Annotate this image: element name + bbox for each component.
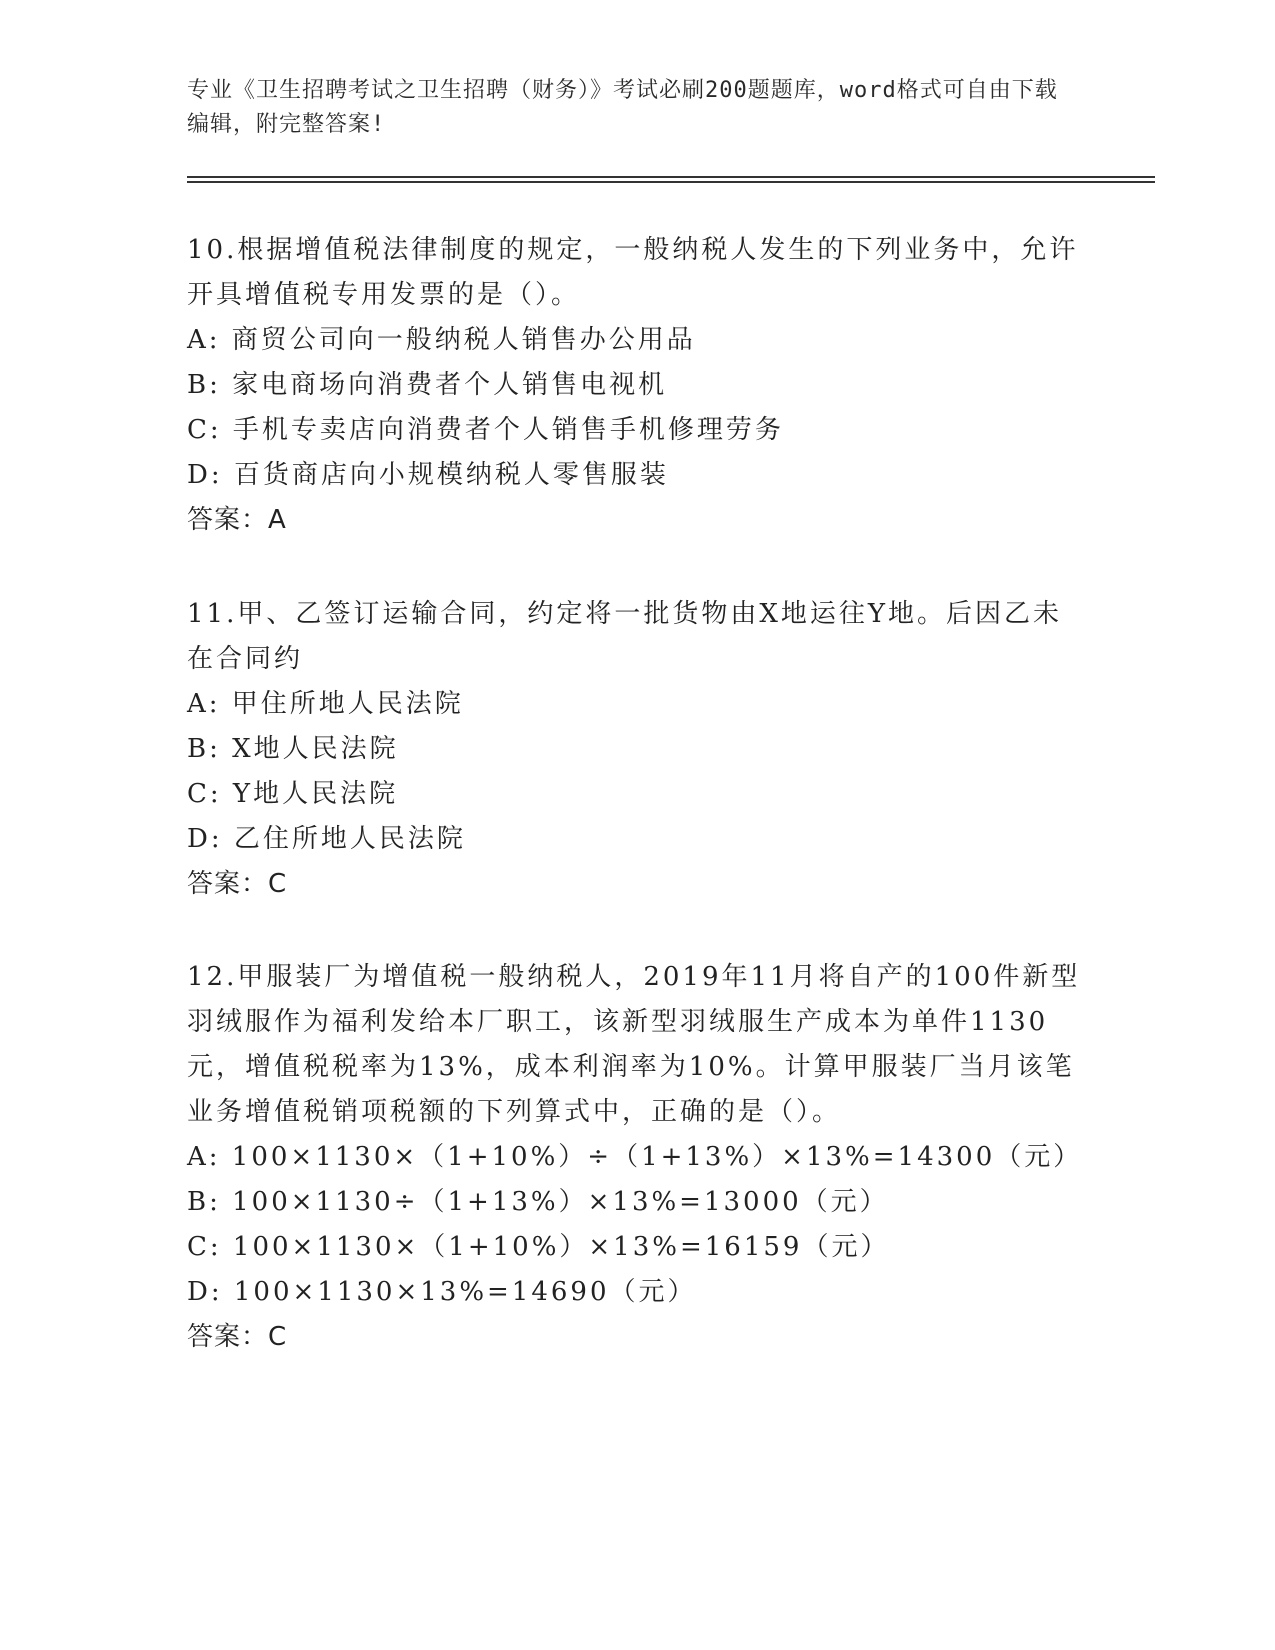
answer: 答案：C <box>187 1322 288 1352</box>
option-a: A: 100×1130×（1+10%）÷（1+13%）×13%=14300（元） <box>187 1142 1083 1172</box>
answer: 答案：A <box>187 505 287 535</box>
option-d: D: 百货商店向小规模纳税人零售服装 <box>187 460 669 490</box>
header-text: 专业《卫生招聘考试之卫生招聘（财务）》考试必刷200题题库，word格式可自由下载编辑，附完整答案! <box>187 78 1058 137</box>
option-d: D: 100×1130×13%=14690（元） <box>187 1277 697 1307</box>
header-divider-bottom <box>187 181 1155 183</box>
question-10 <box>187 228 1087 543</box>
answer: 答案：C <box>187 869 288 899</box>
question-text: 11.甲、乙签订运输合同，约定将一批货物由X地运往Y地。后因乙未在合同约 <box>187 599 1063 674</box>
header-divider-top <box>187 176 1155 178</box>
question-11 <box>187 592 1087 907</box>
option-c: C: 100×1130×（1+10%）×13%=16159（元） <box>187 1232 890 1262</box>
option-b: B: X地人民法院 <box>187 734 399 764</box>
option-d: D: 乙住所地人民法院 <box>187 824 466 854</box>
option-a: A: 甲住所地人民法院 <box>187 689 464 719</box>
option-a: A: 商贸公司向一般纳税人销售办公用品 <box>187 325 696 355</box>
question-text: 10.根据增值税法律制度的规定，一般纳税人发生的下列业务中，允许开具增值税专用发票的是（）。 <box>187 235 1079 310</box>
option-c: C: Y地人民法院 <box>187 779 399 809</box>
option-b: B: 100×1130÷（1+13%）×13%=13000（元） <box>187 1187 889 1217</box>
question-text: 12.甲服装厂为增值税一般纳税人，2019年11月将自产的100件新型羽绒服作为福利发给本厂职工，该新型羽绒服生产成本为单件1130元，增值税税率为13%，成本利润率为10%。计算甲服装厂当月该笔业务增值税销项税额的下列算式中，正确的是（）。 <box>187 962 1081 1127</box>
question-12 <box>187 955 1087 1360</box>
option-b: B: 家电商场向消费者个人销售电视机 <box>187 370 668 400</box>
option-c: C: 手机专卖店向消费者个人销售手机修理劳务 <box>187 415 784 445</box>
document-header <box>187 74 1067 142</box>
